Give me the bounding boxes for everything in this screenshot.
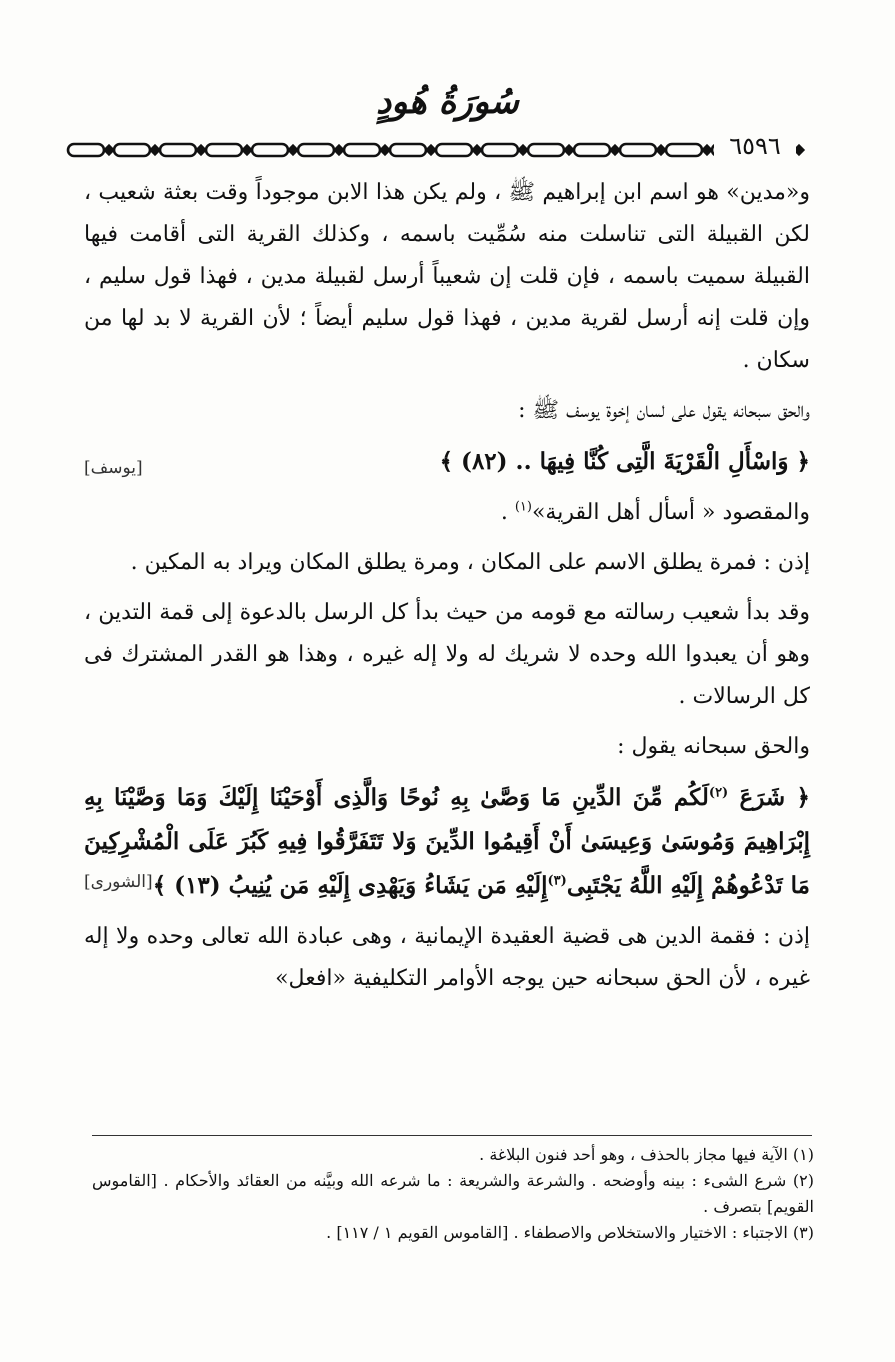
surah-title: سُورَةُ هُودٍ bbox=[376, 82, 519, 122]
quran-verse bbox=[84, 776, 810, 908]
footnote-ref: (٢) bbox=[708, 785, 729, 801]
paragraph-end: . bbox=[500, 500, 515, 525]
footnote: (١) الآية فيها مجاز بالحذف ، وهو أحد فنون البلاغة . bbox=[479, 1145, 814, 1164]
verse-source: [يوسف] bbox=[84, 458, 143, 478]
verse-text: ﴿ وَاسْأَلِ الْقَرْيَةَ الَّتِى كُنَّا فِيهَا .. (٨٢) ﴾ bbox=[439, 448, 810, 475]
footnote-ref: (٣) bbox=[547, 873, 567, 889]
footnote: (٣) الاجتباء : الاختيار والاستخلاص والاصطفاء . [القاموس القويم ١ / ١١٧] . bbox=[326, 1223, 814, 1242]
page-number: ٦٥٩٦ bbox=[714, 128, 796, 164]
paragraph: و«مدين» هو اسم ابن إبراهيم ﷺ ، ولم يكن هذا الابن موجوداً وقت بعثة شعيب ، لكن القبيلة التى تناسلت منه سُمِّيت باسمه ، وكذلك القرية التى أقامت فيها القبيلة سميت باسمه ، فإن قلت إن شعيباً أرسل لقبيلة مدين ، فهذا قول سليم ، وإن قلت إنه أرسل لقرية مدين ، فهذا قول سليم أيضاً ؛ لأن القرية لا بد لها من سكان . bbox=[84, 180, 811, 373]
main-text bbox=[84, 172, 810, 1008]
verse-text-part: لَكُم مِّنَ الدِّينِ مَا وَصَّىٰ بِهِ نُوحًا وَالَّذِى أَوْحَيْنَا إِلَيْكَ وَمَا وَصَّيْنَا بِهِ إِبْرَاهِيمَ وَمُوسَىٰ وَعِيسَىٰ أَنْ أَقِيمُوا الدِّينَ وَلا تَتَفَرَّقُوا فِيهِ كَبُرَ عَلَى الْمُشْرِكِينَ مَا تَدْعُوهُمْ إِلَيْهِ اللَّهُ يَجْتَبِى bbox=[84, 784, 810, 899]
paragraph: والحق سبحانه يقول : bbox=[617, 734, 810, 759]
verse-text-part: إِلَيْهِ مَن يَشَاءُ وَيَهْدِى إِلَيْهِ مَن يُنِيبُ (١٣) ﴾ bbox=[152, 872, 548, 899]
paragraph: والحق سبحانه يقول على لسان إخوة يوسف ﷺ : bbox=[518, 398, 810, 423]
paragraph: وقد بدأ شعيب رسالته مع قومه من حيث بدأ كل الرسل بالدعوة إلى قمة التدين ، وهو أن يعبدوا الله وحده لا شريك له ولا إله غيره ، وهذا هو القدر المشترك فى كل الرسالات . bbox=[84, 600, 810, 709]
verse-text-part: ﴿ شَرَعَ bbox=[728, 784, 810, 811]
paragraph: إذن : فقمة الدين هى قضية العقيدة الإيمانية ، وهى عبادة الله تعالى وحده ولا إله غيره ، لأن الحق سبحانه حين يوجه الأوامر التكليفية «افعل» bbox=[84, 924, 810, 991]
paragraph-text: والمقصود « أسأل أهل القرية» bbox=[531, 500, 810, 525]
footnote: (٢) شرع الشىء : بينه وأوضحه . والشرعة والشريعة : ما شرعه الله وبيَّنه من العقائد والأحكام . [القاموس القويم] بتصرف . bbox=[92, 1171, 814, 1216]
footnote-divider bbox=[92, 1135, 812, 1136]
paragraph: إذن : فمرة يطلق الاسم على المكان ، ومرة يطلق المكان ويراد به المكين . bbox=[130, 550, 810, 575]
quran-verse bbox=[84, 440, 810, 484]
footnote-ref: (١) bbox=[514, 499, 532, 515]
paragraph bbox=[84, 492, 810, 534]
footnotes bbox=[92, 1142, 814, 1246]
verse-source: [الشورى] bbox=[84, 872, 153, 892]
